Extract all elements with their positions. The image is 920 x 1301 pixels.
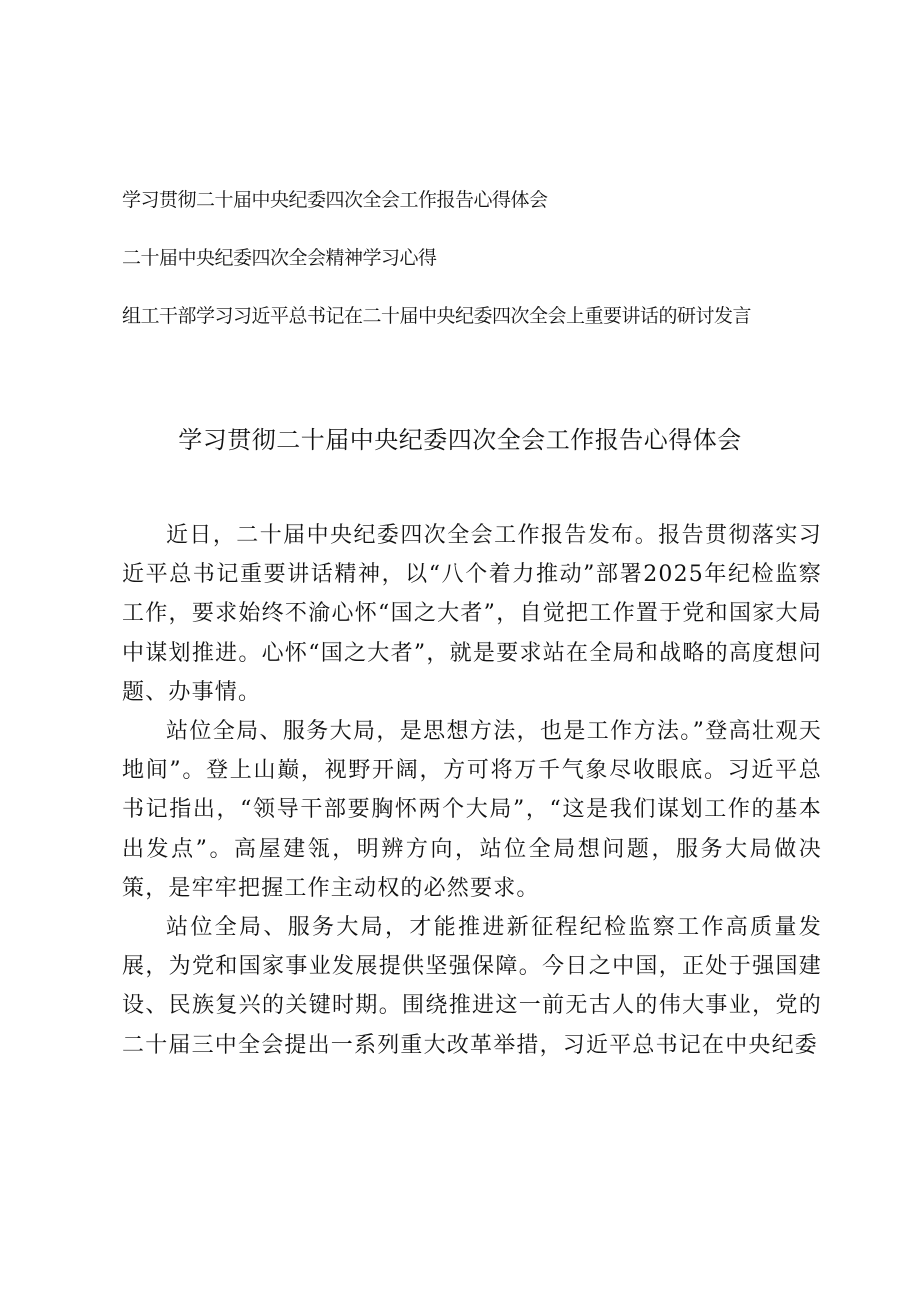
table-of-contents [122,186,822,360]
paragraph-3: 站位全局、服务大局，才能推进新征程纪检监察工作高质量发展，为党和国家事业发展提供坚强保障。今日之中国，正处于强国建设、民族复兴的关键时期。围绕推进这一前无古人的伟大事业，党的二十届三中全会提出一系列重大改革举措，习近平总书记在中央纪委 [122,915,822,1058]
article-title: 学习贯彻二十届中央纪委四次全会工作报告心得体会 [178,426,742,454]
article-body [122,516,822,1065]
paragraph-1: 近日，二十届中央纪委四次全会工作报告发布。报告贯彻落实习近平总书记重要讲话精神，以“八个着力推动”部署2025年纪检监察工作，要求始终不渝心怀“国之大者”，自觉把工作置于党和国家大局中谋划推进。心怀“国之大者”，就是要求站在全局和战略的高度想问题、办事情。 [122,523,822,705]
toc-item-3: 组工干部学习习近平总书记在二十届中央纪委四次全会上重要讲话的研讨发言 [122,305,752,327]
toc-item-2: 二十届中央纪委四次全会精神学习心得 [122,247,437,269]
toc-item-1: 学习贯彻二十届中央纪委四次全会工作报告心得体会 [122,189,548,211]
paragraph-2: 站位全局、服务大局，是思想方法，也是工作方法。”登高壮观天地间”。登上山巅，视野开阔，方可将万千气象尽收眼底。习近平总书记指出，“领导干部要胸怀两个大局”，“这是我们谋划工作的基本出发点”。高屋建瓴，明辨方向，站位全局想问题，服务大局做决策，是牢牢把握工作主动权的必然要求。 [122,719,822,901]
